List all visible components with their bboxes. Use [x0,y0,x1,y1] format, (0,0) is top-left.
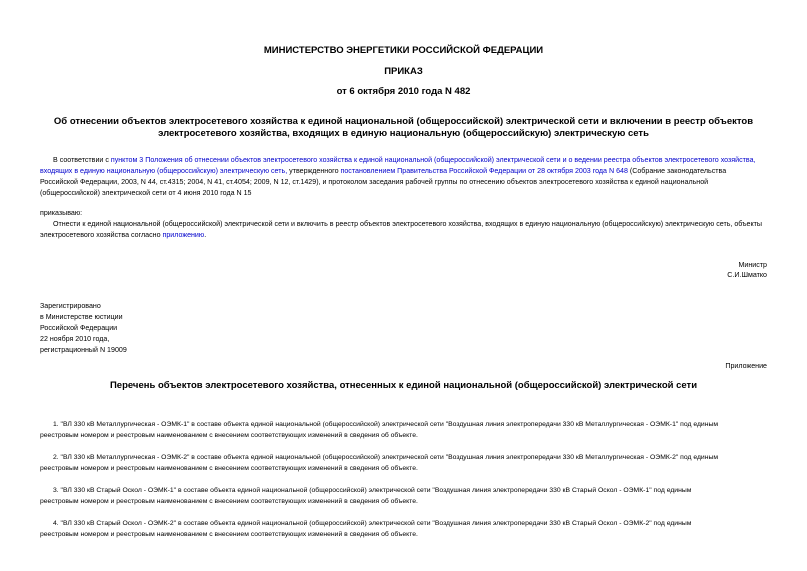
list-item-2-line-2: реестровым номером и реестровым наименованием с внесением соответствующих изменений в сведения об объекте. [40,465,418,472]
preamble-text: В соответствии с [53,156,111,164]
order-text: . [204,231,207,239]
registration-block [40,301,127,356]
doc-type: ПРИКАЗ [384,66,423,77]
list-item-4-line-1: 4. "ВЛ 330 кВ Старый Оскол - ОЭМК-2" в составе объекта единой национальной (общероссийской) электрической сети "Воздушная линия электропередачи 330 кВ Старый Оскол - ОЭМК-2" под единым [53,520,692,527]
signature-name: С.И.Шматко [727,271,767,279]
order-line-1: Отнести к единой национальной (общероссийской) электрической сети и включить в реестр объектов электросетевого хозяйства, входящих в единую национальную (общероссийскую) электрическую сеть, объекты [53,220,763,228]
order-line-2 [40,231,206,239]
list-item-1-line-1: 1. "ВЛ 330 кВ Металлургическая - ОЭМК-1" в составе объекта единой национальной (общероссийской) электрической сети "Воздушная линия электропередачи 330 кВ Металлургическая - ОЭМК-1" под единым [53,421,719,428]
appendix-link[interactable]: приложению [162,231,205,239]
registration-line: в Министерстве юстиции [40,313,123,321]
doc-date: от 6 октября 2010 года N 482 [336,86,471,97]
regulation-link[interactable]: пунктом 3 Положения об отнесении объектов электросетевого хозяйства к единой национальной (общероссийской) электрической сети и о ведении реестра объектов электросетевого хозяйства, [110,156,756,164]
list-item-3-line-2: реестровым номером и реестровым наименованием с внесением соответствующих изменений в сведения об объекте. [40,498,418,505]
doc-title-line-2: электросетевого хозяйства, входящих в единую национальную (общероссийскую) электрическую сеть [158,128,649,139]
registration-line: регистрационный N 19009 [40,346,127,354]
preamble-text: утвержденного [287,167,341,175]
preamble-text: (Собрание законодательства [627,167,727,175]
registration-line: 22 ноября 2010 года, [40,335,110,343]
government-decree-link[interactable]: постановлением Правительства Российской Федерации от 28 октября 2003 года N 648 [340,167,628,175]
doc-title-line-1: Об отнесении объектов электросетевого хозяйства к единой национальной (общероссийской) электрической сети и включении в реестр объектов [53,116,754,127]
order-word: приказываю: [40,209,83,217]
list-item-2-line-1: 2. "ВЛ 330 кВ Металлургическая - ОЭМК-2" в составе объекта единой национальной (общероссийской) электрической сети "Воздушная линия электропередачи 330 кВ Металлургическая - ОЭМК-2" под единым [53,454,719,461]
appendix-label: Приложение [725,362,767,370]
list-item-1-line-2: реестровым номером и реестровым наименованием с внесением соответствующих изменений в сведения об объекте. [40,432,418,439]
signature-position: Министр [738,261,767,269]
appendix-title: Перечень объектов электросетевого хозяйства, отнесенных к единой национальной (общероссийской) электрической сети [109,380,698,391]
preamble-line-1 [53,156,756,164]
registration-line: Российской Федерации [40,324,118,332]
order-text: электросетевого хозяйства согласно [40,231,163,239]
registration-line: Зарегистрировано [40,302,101,310]
list-item-3-line-1: 3. "ВЛ 330 кВ Старый Оскол - ОЭМК-1" в составе объекта единой национальной (общероссийской) электрической сети "Воздушная линия электропередачи 330 кВ Старый Оскол - ОЭМК-1" под единым [53,487,692,494]
preamble-line-3: Российской Федерации, 2003, N 44, ст.4315; 2004, N 41, ст.4054; 2009, N 12, ст.1429), и протоколом заседания рабочей группы по отнесению объектов электросетевого хозяйства к единой национальной [40,178,709,186]
preamble-line-2 [40,167,726,175]
ministry-heading: МИНИСТЕРСТВО ЭНЕРГЕТИКИ РОССИЙСКОЙ ФЕДЕРАЦИИ [263,45,544,56]
list-item-4-line-2: реестровым номером и реестровым наименованием с внесением соответствующих изменений в сведения об объекте. [40,531,418,538]
preamble-line-4: (общероссийской) электрической сети от 4 июня 2010 года N 15 [40,189,252,197]
regulation-link-cont[interactable]: входящих в единую национальную (общероссийскую) электрическую сеть, [40,167,288,175]
